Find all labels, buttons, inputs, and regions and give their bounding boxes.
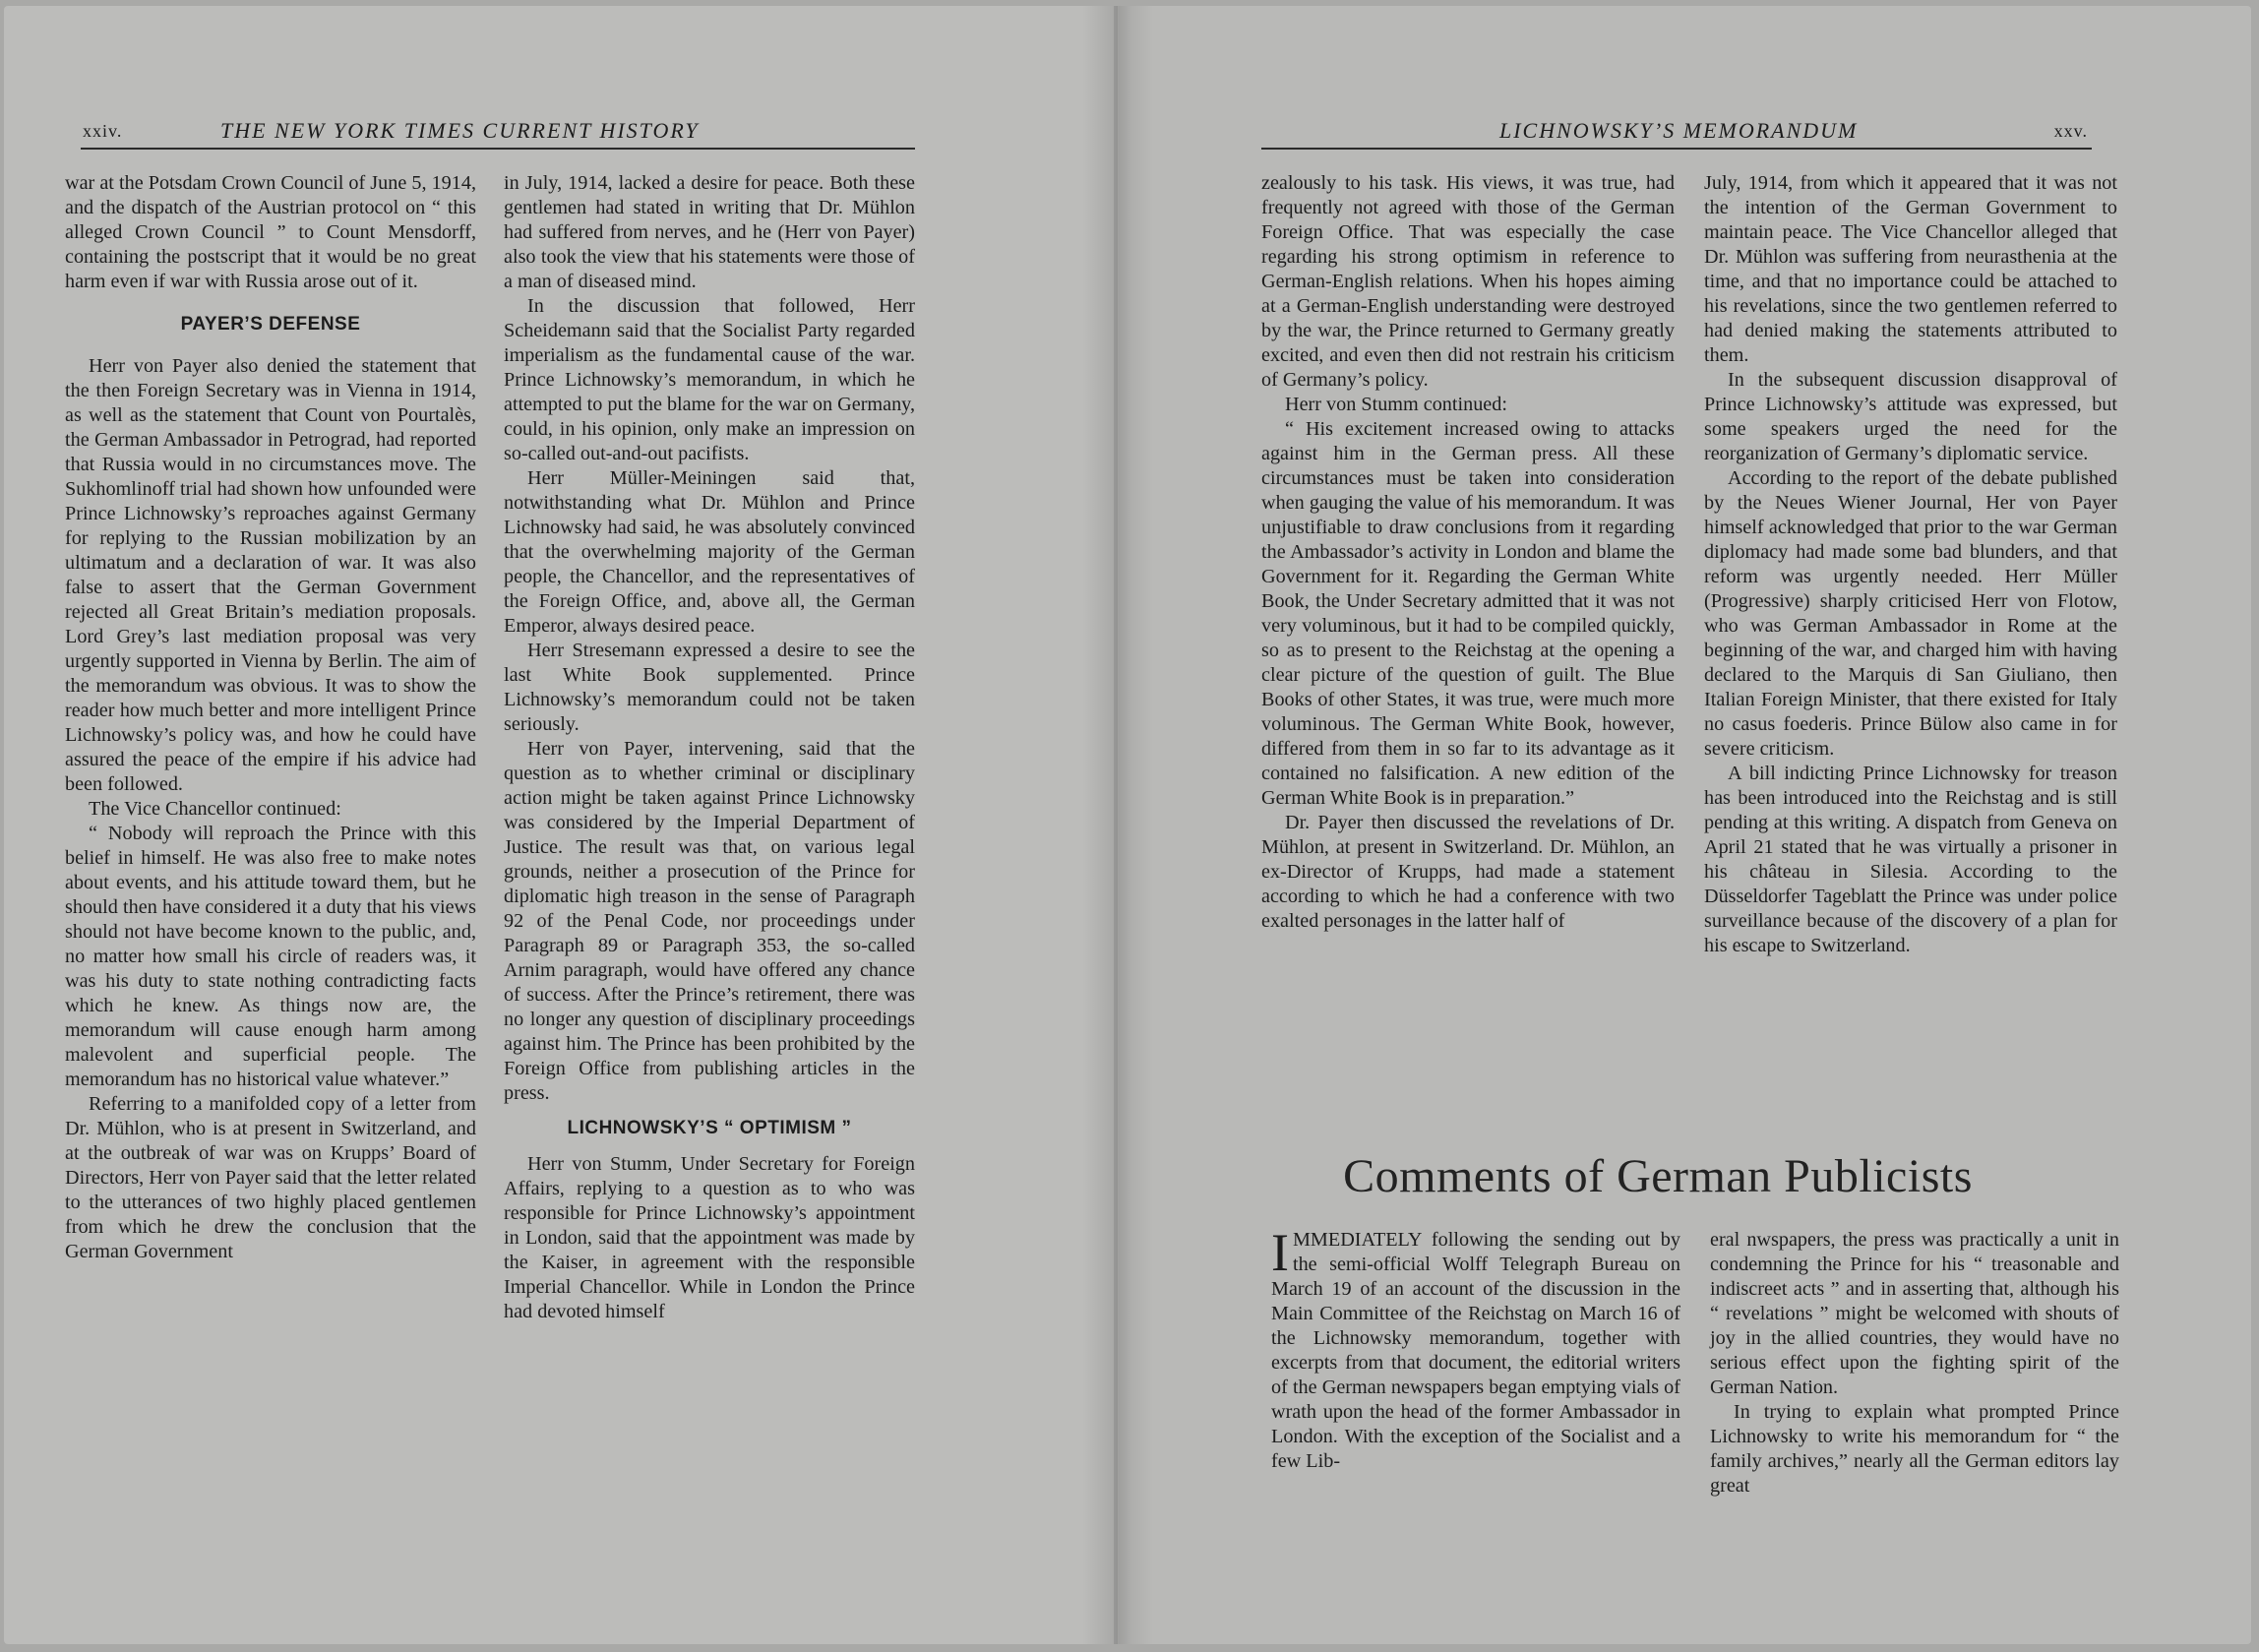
paragraph: The Vice Chancellor continued: — [89, 798, 341, 820]
paragraph: Referring to a manifolded copy of a letter from Dr. Mühlon, who is at present in Switzerland, and at the outbreak of war was on Krupps’ Board of Directors, Herr von Payer said that the letter related to the utterances of two highly placed gentlemen from which he drew the conclusion that the German Government — [65, 1093, 476, 1262]
right-column-1 — [1261, 171, 1675, 934]
section-heading-payers-defense: PAYER’S DEFENSE — [180, 314, 361, 335]
left-running-title: THE NEW YORK TIMES CURRENT HISTORY — [220, 118, 700, 143]
paragraph: Herr Stresemann expressed a desire to see the last White Book supplemented. Prince Lichnowsky’s memorandum could not be taken seriously. — [504, 640, 915, 735]
article-column-2 — [1710, 1228, 2119, 1499]
paragraph: Herr von Payer, intervening, said that the question as to whether criminal or disciplinary action might be taken against Prince Lichnowsky was considered by the Imperial Department of Justice. The result was that, on various legal grounds, neither a prosecution of the Prince for diplomatic high treason in the sense of Paragraph 92 of the Penal Code, nor proceedings under Paragraph 89 or Paragraph 353, the so-called Arnim paragraph, would have offered any chance of success. After the Prince’s retirement, there was no longer any question of disciplinary proceedings against him. The Prince has been prohibited by the Foreign Office from publishing articles in the press. — [504, 738, 915, 1104]
paragraph: In the subsequent discussion disapproval of Prince Lichnowsky’s attitude was expressed, but some speakers urged the need for the reorganization of Germany’s diplomatic service. — [1704, 369, 2117, 464]
paragraph: Dr. Payer then discussed the revelations of Dr. Mühlon, at present in Switzerland. Dr. Mühlon, an ex-Director of Krupps, had made a statement according to which he had a conference with two exalted personages in the latter half of — [1261, 812, 1675, 932]
paragraph: Herr Müller-Meiningen said that, notwithstanding what Dr. Mühlon and Prince Lichnowsky had said, he was absolutely convinced that the overwhelming majority of the German people, the Chancellor, and the representatives of the Foreign Office, and, above all, the German Emperor, always desired peace. — [504, 467, 915, 637]
left-column-2 — [504, 171, 915, 1324]
paragraph: “ His excitement increased owing to attacks against him in the German press. All these circumstances must be taken into consideration when gauging the value of his memorandum. It was unjustifiable to draw conclusions from it regarding the Ambassador’s activity in London and blame the Government for it. Regarding the German White Book, the Under Secretary admitted that it was not very voluminous, but it had to be compiled quickly, so as to present to the Reichstag at the opening a clear picture of the question of guilt. The Blue Books of other States, it was true, were much more voluminous. The German White Book, however, differed from them in so far to its advantage as it contained no falsification. A new edition of the German White Book is in preparation.” — [1261, 418, 1675, 809]
article-title: Comments of German Publicists — [1343, 1150, 1973, 1202]
drop-cap: I — [1271, 1223, 1289, 1282]
left-page-number: xxiv. — [83, 121, 123, 141]
left-running-head — [81, 114, 915, 150]
paragraph: A bill indicting Prince Lichnowsky for treason has been introduced into the Reichstag and is still pending at this writing. A dispatch from Geneva on April 21 stated that he was virtually a prisoner in his château in Silesia. According to the Düsseldorfer Tageblatt the Prince was under police surveillance because of the discovery of a plan for his escape to Switzerland. — [1704, 763, 2117, 956]
right-page-number: xxv. — [2053, 121, 2088, 141]
right-column-2 — [1704, 171, 2117, 958]
paragraph: Herr von Stumm, Under Secretary for Foreign Affairs, replying to a question as to who was responsible for Prince Lichnowsky’s appointment in London, said that the appointment was made by the Kaiser, in agreement with the responsible Imperial Chancellor. While in London the Prince had devoted himself — [504, 1153, 915, 1322]
paragraph: war at the Potsdam Crown Council of June 5, 1914, and the dispatch of the Austrian protocol on “ this alleged Crown Council ” to Count Mensdorff, containing the postscript that it would be no great harm even if war with Russia arose out of it. — [65, 172, 476, 292]
article-first-paragraph-text: MMEDIATELY following the sending out by the semi-official Wolff Telegraph Bureau on March 19 of an account of the discussion in the Main Committee of the Reichstag on March 16 of the Lichnowsky memorandum, together with excerpts from that document, the editorial writers of the German newspapers began emptying vials of wrath upon the head of the former Ambassador in London. With the exception of the Socialist and a few Lib- — [1271, 1229, 1680, 1472]
paragraph: Herr von Payer also denied the statement that the then Foreign Secretary was in Vienna in 1914, as well as the statement that Count von Pourtalès, the German Ambassador in Petrograd, had reported that Russia would in no circumstances move. The Sukhomlinoff trial had shown how unfounded were Prince Lichnowsky’s reproaches against Germany for replying to the Russian mobilization by an ultimatum and a declaration of war. It was also false to assert that the German Government rejected all Great Britain’s mediation proposals. Lord Grey’s last mediation proposal was very urgently supported in Vienna by Berlin. The aim of the memorandum was obvious. It was to show the reader how much better and more intelligent Prince Lichnowsky’s policy was, and how he could have assured the peace of the empire if his advice had been followed. — [65, 355, 476, 795]
right-running-title: LICHNOWSKY’S MEMORANDUM — [1499, 118, 1859, 143]
paragraph: In the discussion that followed, Herr Scheidemann said that the Socialist Party regarded imperialism as the fundamental cause of the war. Prince Lichnowsky’s memorandum, in which he attempted to put the blame for the war on Germany, could, in his opinion, only make an impression on so-called out-and-out pacifists. — [504, 295, 916, 464]
book-gutter — [1082, 6, 1153, 1644]
left-column-1 — [65, 171, 476, 1264]
paragraph: zealously to his task. His views, it was true, had frequently not agreed with those of the German Foreign Office. That was especially the case regarding his strong optimism in reference to German-English relations. When his hopes aiming at a German-English understanding were destroyed by the war, the Prince returned to Germany greatly excited, and even then did not restrain his criticism of Germany’s policy. — [1261, 172, 1675, 391]
section-heading-optimism: LICHNOWSKY’S “ OPTIMISM ” — [567, 1118, 852, 1138]
paragraph: According to the report of the debate published by the Neues Wiener Journal, Her von Payer himself acknowledged that prior to the war German diplomacy had made some bad blunders, and that reform was urgently needed. Herr Müller (Progressive) sharply criticised Herr von Flotow, who was German Ambassador in Rome at the beginning of the war, and charged him with having declared to the Marquis di San Giuliano, then Italian Foreign Minister, that there existed for Italy no casus foederis. Prince Bülow also came in for severe criticism. — [1704, 467, 2117, 760]
article-first-paragraph — [1271, 1223, 1680, 1474]
paragraph: in July, 1914, lacked a desire for peace. Both these gentlemen had stated in writing that Dr. Mühlon had suffered from nerves, and he (Herr von Payer) also took the view that his statements were those of a man of diseased mind. — [504, 172, 915, 292]
right-running-head — [1261, 114, 2092, 150]
paragraph: “ Nobody will reproach the Prince with this belief in himself. He was also free to make notes about events, and his attitude toward them, but he should then have considered it a duty that his views should not have become known to the public, and, no matter how small his circle of readers was, it was his duty to state nothing contradicting facts which he knew. As things now are, the memorandum will cause enough harm among malevolent and superficial people. The memorandum has no historical value whatever.” — [65, 823, 476, 1090]
paragraph: eral nwspapers, the press was practically a unit in condemning the Prince for his “ treasonable and indiscreet acts ” and in asserting that, although his “ revelations ” might be welcomed with shouts of joy in the allied countries, they would have no serious effect upon the fighting spirit of the German Nation. — [1710, 1229, 2119, 1398]
paragraph: July, 1914, from which it appeared that it was not the intention of the German Government to maintain peace. The Vice Chancellor alleged that Dr. Mühlon was suffering from neurasthenia at the time, and that no importance could be attached to his revelations, since the two gentlemen referred to had denied making the statements attributed to them. — [1704, 172, 2117, 366]
paragraph: In trying to explain what prompted Prince Lichnowsky to write his memorandum for “ the family archives,” nearly all the German editors lay great — [1710, 1401, 2119, 1497]
paragraph: Herr von Stumm continued: — [1285, 394, 1507, 415]
article-column-1 — [1271, 1223, 1680, 1474]
